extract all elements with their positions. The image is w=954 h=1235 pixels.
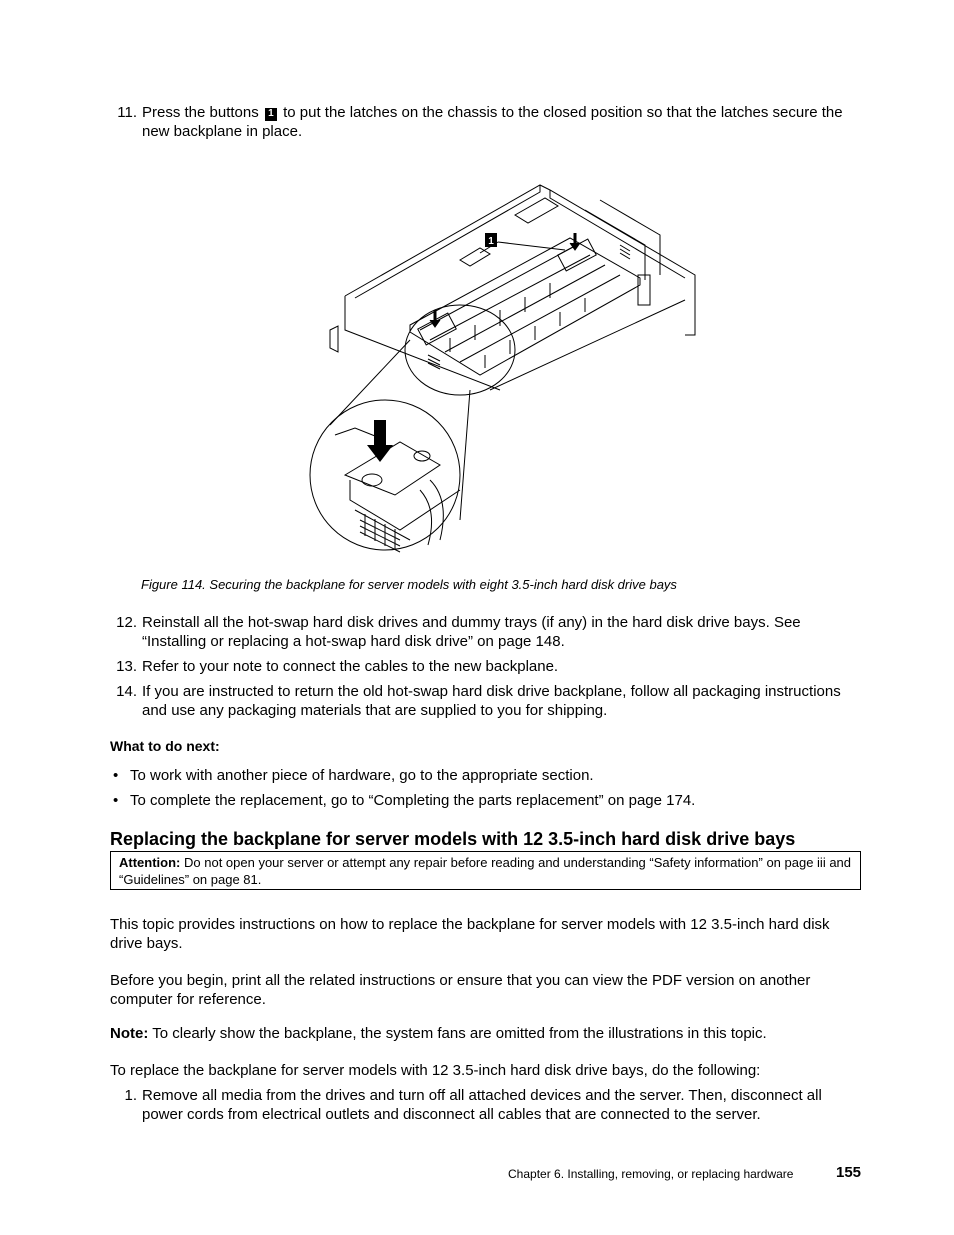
step-text: Remove all media from the drives and turn off all attached devices and the server. Then, disconnect all power cords from electrical outlets and disconnect all cables that are connected to the server. bbox=[142, 1087, 822, 1123]
attention-label: Attention: bbox=[119, 855, 181, 870]
step-number: 14. bbox=[116, 683, 137, 700]
chassis-outline bbox=[345, 185, 695, 335]
note-paragraph: Note: To clearly show the backplane, the system fans are omitted from the illustrations in this topic. bbox=[110, 1025, 767, 1042]
callout-1: 1 bbox=[265, 108, 277, 121]
footer-chapter: Chapter 6. Installing, removing, or replacing hardware bbox=[508, 1167, 794, 1181]
page-number: 155 bbox=[836, 1164, 862, 1181]
attention-box bbox=[110, 851, 861, 890]
step-text: If you are instructed to return the old hot-swap hard disk drive backplane, follow all packaging instructions and use any packaging materials that are supplied to you for shipping. bbox=[142, 683, 841, 719]
bullet-dot: • bbox=[113, 767, 119, 784]
step-number: 13. bbox=[116, 658, 137, 675]
step-text: Reinstall all the hot-swap hard disk drives and dummy trays (if any) in the hard disk drive bays. See “Installing or replacing a hot-swap hard disk drive” on page 148. bbox=[142, 614, 801, 650]
step-number: 11. bbox=[117, 104, 137, 121]
backplane-illustration bbox=[300, 180, 700, 560]
what-to-do-next-heading: What to do next: bbox=[110, 738, 220, 754]
section-heading: Replacing the backplane for server models with 12 3.5-inch hard disk drive bays bbox=[110, 829, 796, 849]
step-text: Press the buttons 1 to put the latches on the chassis to the closed position so that the latches secure the new backplane in place. bbox=[142, 104, 843, 140]
bullet-dot: • bbox=[113, 792, 119, 809]
figure-callout-1: 1 bbox=[488, 236, 494, 247]
step-number: 1. bbox=[124, 1087, 137, 1104]
attention-text: Do not open your server or attempt any repair before reading and understanding “Safety information” on page iii and “Guidelines” on page 81. bbox=[119, 855, 852, 887]
intro-paragraph: This topic provides instructions on how to replace the backplane for server models with 12 3.5-inch hard disk drive bays. bbox=[110, 916, 830, 952]
step-text: Refer to your note to connect the cables to the new backplane. bbox=[142, 658, 559, 675]
before-you-begin-paragraph: Before you begin, print all the related instructions or ensure that you can view the PDF version on another computer for reference. bbox=[110, 972, 811, 1008]
procedure-intro: To replace the backplane for server models with 12 3.5-inch hard disk drive bays, do the following: bbox=[110, 1062, 761, 1079]
magnify-circle bbox=[405, 305, 515, 395]
step-number: 12. bbox=[116, 614, 137, 631]
figure-caption: Figure 114. Securing the backplane for server models with eight 3.5-inch hard disk drive bays bbox=[141, 577, 677, 592]
note-label: Note: bbox=[110, 1025, 149, 1042]
